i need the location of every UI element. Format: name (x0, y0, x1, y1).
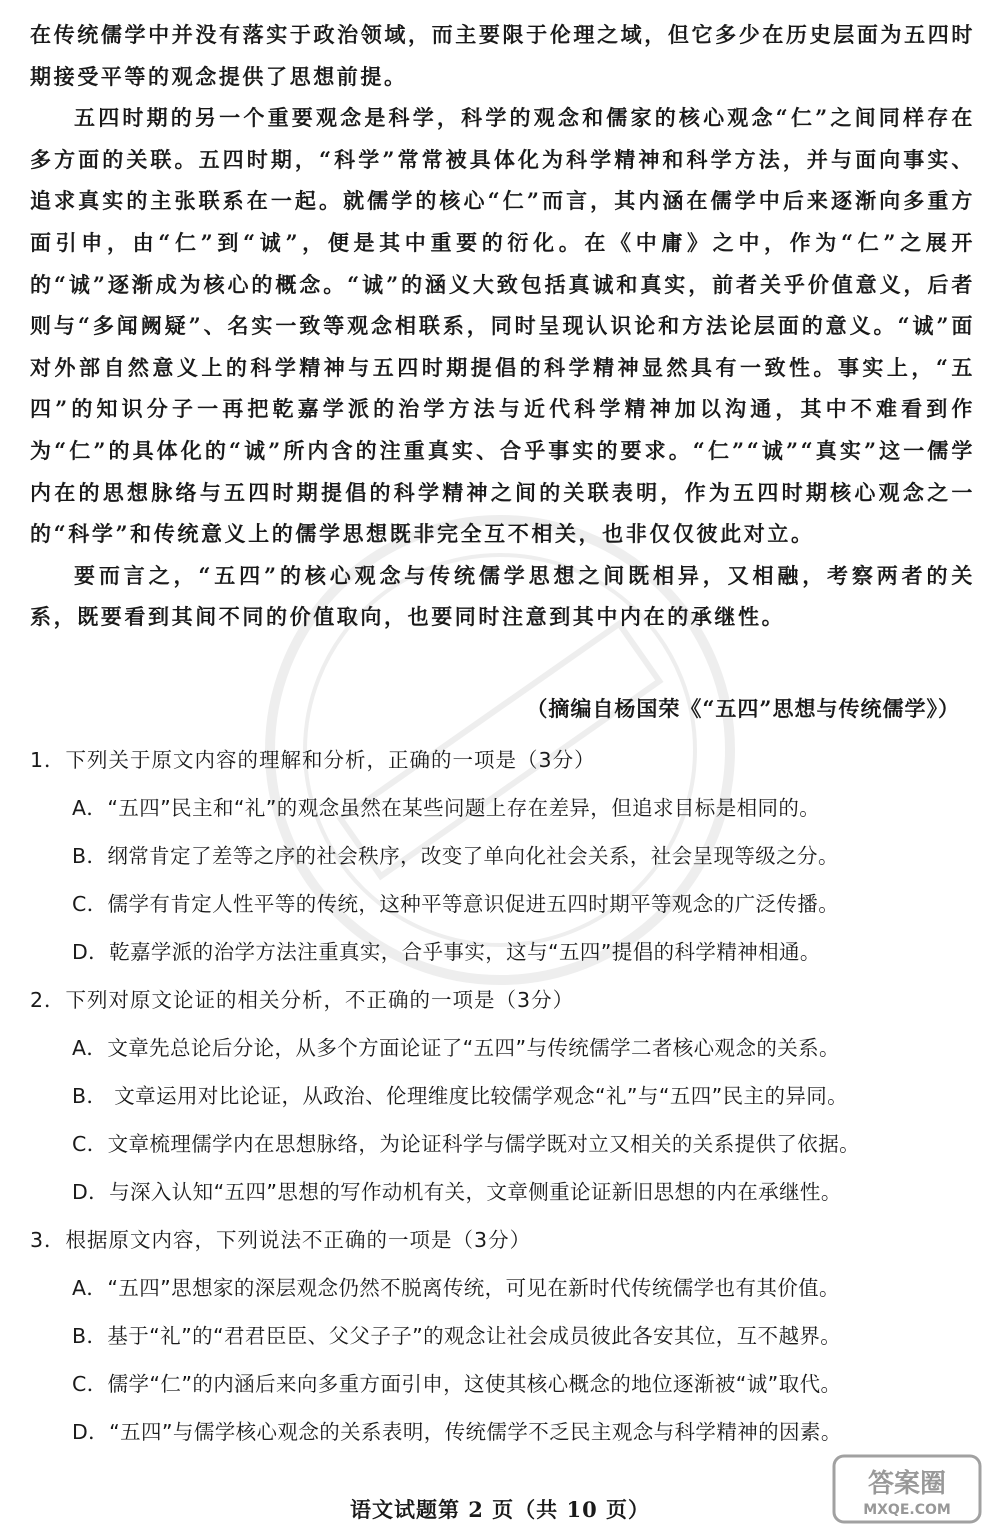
option-d: D．“五四”与儒学核心观念的关系表明，传统儒学不乏民主观念与科学精神的因素。 (72, 1420, 842, 1444)
question-stem: 3．根据原文内容，下列说法不正确的一项是（3分） (30, 1228, 532, 1252)
logo-subtext: MXQE.COM (863, 1502, 951, 1518)
option-d: D．乾嘉学派的治学方法注重真实，合乎事实，这与“五四”提倡的科学精神相通。 (72, 940, 821, 964)
option-d: D．与深入认知“五四”思想的写作动机有关，文章侧重论证新旧思想的内在承继性。 (72, 1180, 842, 1204)
option-a: A．“五四”思想家的深层观念仍然不脱离传统，可见在新时代传统儒学也有其价值。 (72, 1276, 840, 1300)
option-a: A．“五四”民主和“礼”的观念虽然在某些问题上存在差异，但追求目标是相同的。 (72, 796, 821, 820)
passage-source: （摘编自杨国荣《“五四”思想与传统儒学》） (526, 696, 960, 721)
logo-icon (832, 1454, 982, 1524)
option-c: C．儒学“仁”的内涵后来向多重方面引申，这使其核心概念的地位逐渐被“诚”取代。 (72, 1372, 842, 1396)
option-b: B．纲常肯定了差等之序的社会秩序，改变了单向化社会关系，社会呈现等级之分。 (72, 844, 839, 868)
passage-paragraph: 要而言之，“五四”的核心观念与传统儒学思想之间既相异，又相融，考察两者的关系，既要看到其间不同的价值取向，也要同时注意到其中内在的承继性。 (30, 562, 975, 630)
question-list (30, 736, 980, 1456)
question-stem: 2．下列对原文论证的相关分析，不正确的一项是（3分） (30, 988, 575, 1012)
option-c: C．文章梳理儒学内在思想脉络，为论证科学与儒学既对立又相关的关系提供了依据。 (72, 1132, 861, 1156)
question-3 (30, 1216, 980, 1456)
question-1 (30, 736, 980, 976)
question-stem: 1．下列关于原文内容的理解和分析，正确的一项是（3分） (30, 748, 596, 772)
logo-text: 答案圈 (867, 1469, 947, 1499)
option-b: B．基于“礼”的“君君臣臣、父父子子”的观念让社会成员彼此各安其位，互不越界。 (72, 1324, 842, 1348)
passage-paragraph: 五四时期的另一个重要观念是科学，科学的观念和儒家的核心观念“仁”之间同样存在多方面的关联。五四时期，“科学”常常被具体化为科学精神和科学方法，并与面向事实、追求真实的主张联系在一起。就儒学的核心“仁”而言，其内涵在儒学中后来逐渐向多重方面引申，由“仁”到“诚”，便是其中重要的衍化。在《中庸》之中，作为“仁”之展开的“诚”逐渐成为核心的概念。“诚”的涵义大致包括真诚和真实，前者关乎价值意义，后者则与“多闻阙疑”、名实一致等观念相联系，同时呈现认识论和方法论层面的意义。“诚”面对外部自然意义上的科学精神与五四时期提倡的科学精神显然具有一致性。事实上，“五四”的知识分子一再把乾嘉学派的治学方法与近代科学精神加以沟通，其中不难看到作为“仁”的具体化的“诚”所内含的注重真实、合乎事实的要求。“仁”“诚”“真实”这一儒学内在的思想脉络与五四时期提倡的科学精神之间的关联表明，作为五四时期核心观念之一的“科学”和传统意义上的儒学思想既非完全互不相关，也非仅仅彼此对立。 (30, 105, 975, 547)
page-footer: 语文试题第 2 页（共 10 页） (349, 1497, 651, 1522)
option-b: B． 文章运用对比论证，从政治、伦理维度比较儒学观念“礼”与“五四”民主的异同。 (72, 1084, 849, 1108)
passage-paragraph: 在传统儒学中并没有落实于政治领域，而主要限于伦理之域，但它多少在历史层面为五四时期接受平等的观念提供了思想前提。 (30, 22, 975, 89)
option-a: A．文章先总论后分论，从多个方面论证了“五四”与传统儒学二者核心观念的关系。 (72, 1036, 840, 1060)
question-2 (30, 976, 980, 1216)
option-c: C．儒学有肯定人性平等的传统，这种平等意识促进五四时期平等观念的广泛传播。 (72, 892, 840, 916)
reading-passage (30, 14, 975, 638)
